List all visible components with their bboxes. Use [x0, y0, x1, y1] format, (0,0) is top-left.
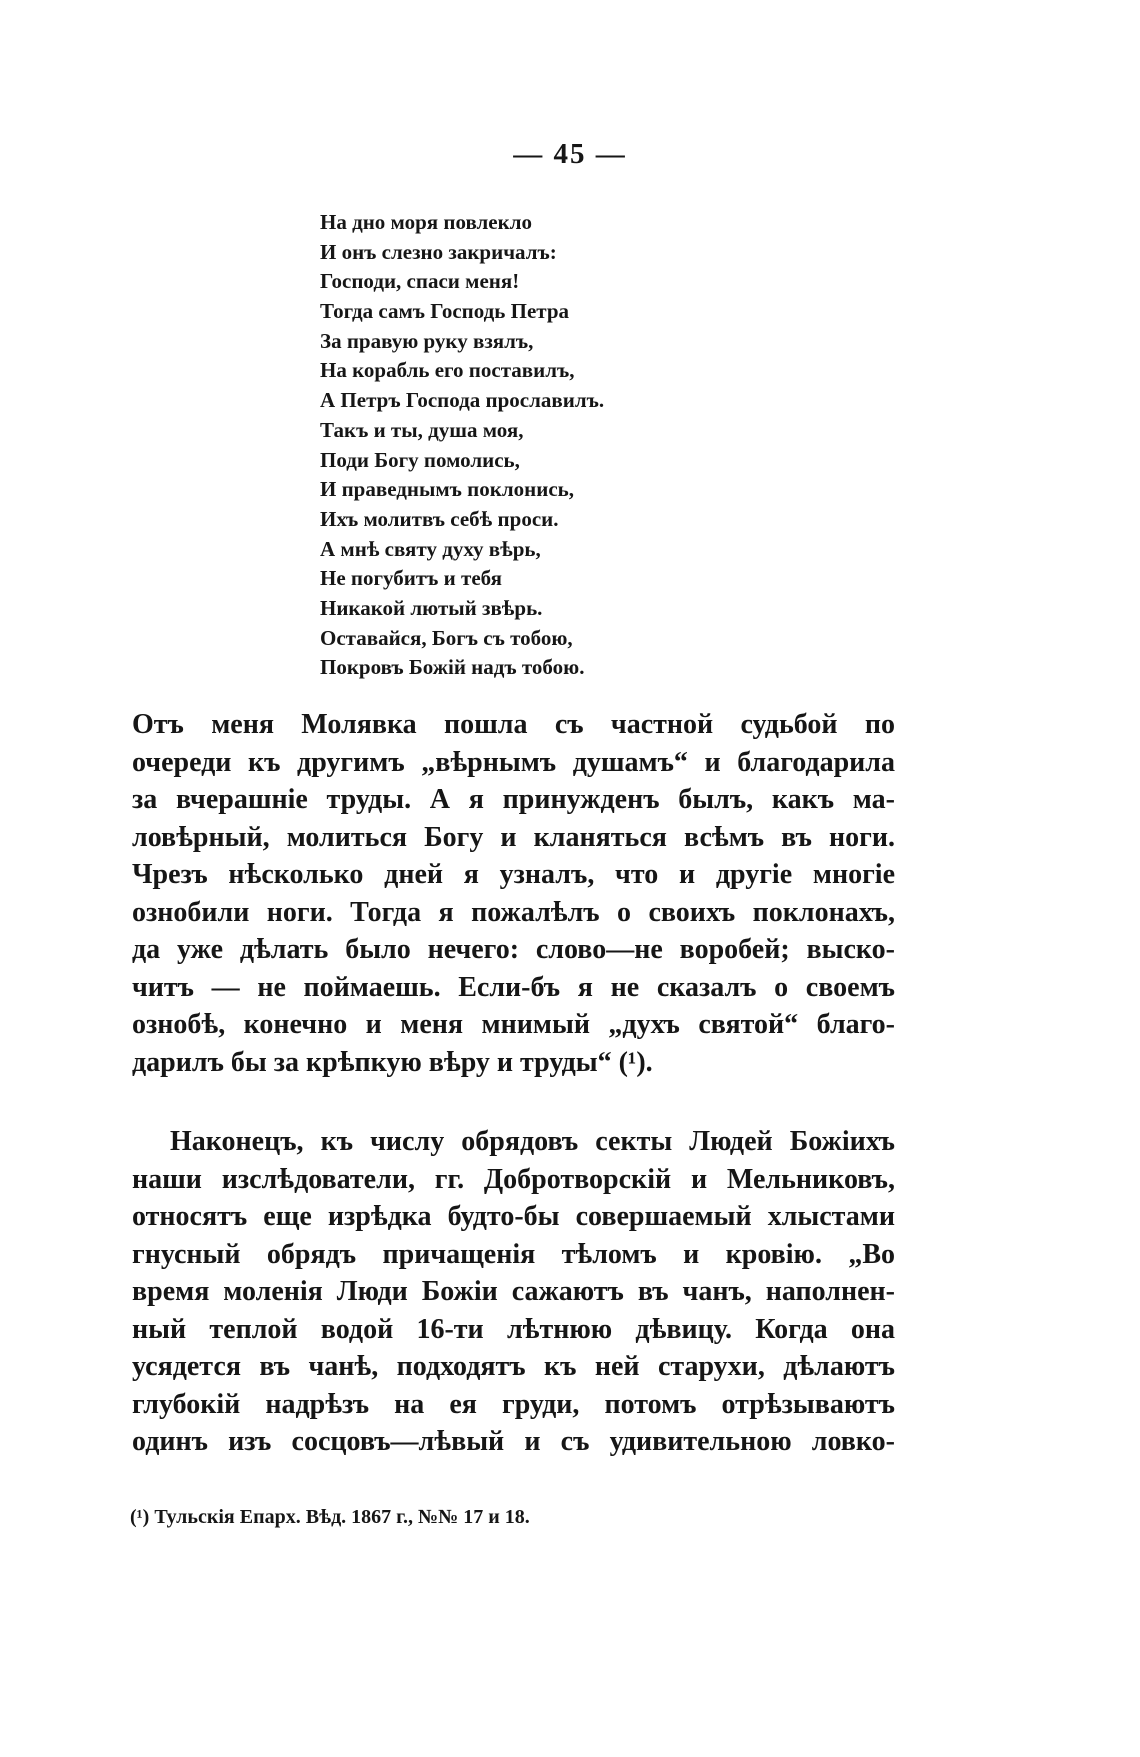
poem-line: А Петръ Господа прославилъ.	[320, 388, 605, 413]
paragraph-line: усядется въ чанѣ, подходятъ къ ней старухи, дѣлаютъ	[132, 1351, 895, 1382]
paragraph-2	[132, 1123, 895, 1461]
paragraph-line: ознобѣ, конечно и меня мнимый „духъ святой“ благо-	[132, 1009, 895, 1040]
poem-line: Поди Богу помолись,	[320, 447, 520, 472]
paragraph-line: Отъ меня Молявка пошла съ частной судьбой по	[132, 709, 895, 740]
footnote: (¹) Тульскія Епарх. Вѣд. 1867 г., №№ 17 и 18.	[130, 1506, 530, 1528]
poem-line: А мнѣ святу духу вѣрь,	[320, 536, 541, 561]
paragraph-line: гнусный обрядъ причащенія тѣломъ и кровію. „Во	[132, 1238, 895, 1270]
poem-line: На корабль его поставилъ,	[320, 358, 575, 383]
paragraph-line: ловѣрный, молиться Богу и кланяться всѣмъ въ ноги.	[132, 821, 895, 853]
poem-line: Никакой лютый звѣрь.	[320, 595, 543, 620]
paragraph-line: дарилъ бы за крѣпкую вѣру и труды“ (¹).	[132, 1046, 653, 1078]
paragraph-line: Чрезъ нѣсколько дней я узналъ, что и другіе многіе	[132, 859, 895, 890]
poem-line: Господи, спаси меня!	[320, 269, 520, 294]
paragraph-line: очереди къ другимъ „вѣрнымъ душамъ“ и благодарила	[132, 746, 895, 778]
paragraph-line: читъ — не поймаешь. Если-бъ я не сказалъ о своемъ	[132, 971, 895, 1003]
poem-line: Такъ и ты, душа моя,	[320, 417, 524, 442]
poem-block	[320, 208, 780, 683]
poem-line: На дно моря повлекло	[320, 210, 532, 234]
poem-line: Не погубитъ и тебя	[320, 566, 502, 591]
paragraph-line: время моленія Люди Божіи сажаютъ въ чанъ, наполнен-	[132, 1276, 895, 1307]
paragraph-line: одинъ изъ сосцовъ—лѣвый и съ удивительною ловко-	[132, 1426, 895, 1457]
page-number: — 45 —	[513, 138, 627, 170]
paragraph-line: Наконецъ, къ числу обрядовъ секты Людей Божіихъ	[170, 1126, 895, 1157]
paragraph-line: за вчерашніе труды. А я принужденъ былъ, какъ ма-	[132, 784, 895, 815]
paragraph-line: ознобили ноги. Тогда я пожалѣлъ о своихъ поклонахъ,	[132, 896, 895, 928]
poem-line: Оставайся, Богъ съ тобою,	[320, 625, 573, 650]
paragraph-line: относятъ еще изрѣдка будто-бы совершаемый хлыстами	[132, 1201, 895, 1232]
paragraph-line: глубокій надрѣзъ на ея груди, потомъ отрѣзываютъ	[132, 1388, 895, 1420]
paragraph-1	[132, 706, 895, 1081]
poem-line: И онъ слезно закричалъ:	[320, 239, 557, 264]
paragraph-line: да уже дѣлать было нечего: слово—не воробей; выско-	[132, 934, 895, 965]
poem-line: Ихъ молитвъ себѣ проси.	[320, 506, 559, 531]
paragraph-line: наши изслѣдователи, гг. Добротворскій и Мельниковъ,	[132, 1163, 895, 1195]
poem-line: И праведнымъ поклонись,	[320, 477, 575, 502]
poem-line: Покровъ Божій надъ тобою.	[320, 655, 585, 680]
poem-line: Тогда самъ Господь Петра	[320, 299, 570, 324]
poem-line: За правую руку взялъ,	[320, 328, 534, 353]
paragraph-line: ный теплой водой 16-ти лѣтнюю дѣвицу. Когда она	[132, 1313, 895, 1345]
